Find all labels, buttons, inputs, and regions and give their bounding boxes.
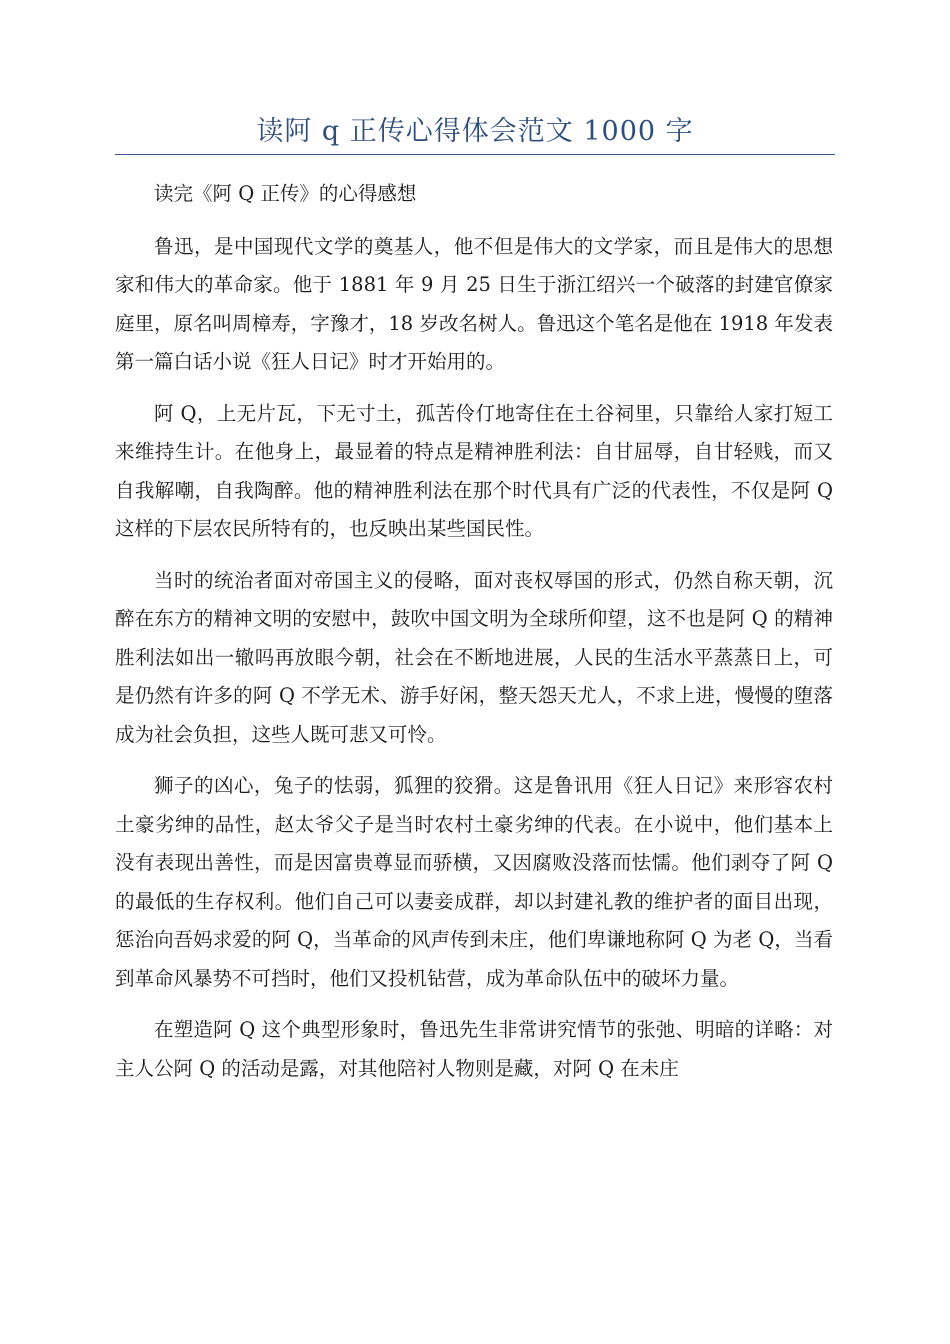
paragraph-5: 在塑造阿 Q 这个典型形象时，鲁迅先生非常讲究情节的张弛、明暗的详略：对主人公阿 Q 的活动是露，对其他陪衬人物则是藏，对阿 Q 在未庄	[115, 1018, 833, 1080]
paragraph-4: 狮子的凶心，兔子的怯弱，狐狸的狡猾。这是鲁讯用《狂人日记》来形容农村土豪劣绅的品性，赵太爷父子是当时农村土豪劣绅的代表。在小说中，他们基本上没有表现出善性，而是因富贵尊显而骄横，又因腐败没落而怯懦。他们剥夺了阿 Q 的最低的生存权利。他们自己可以妻妾成群，却以封建礼教的维护者的面目出现，惩治向吾妈求爱的阿 Q，当革命的风声传到未庄，他们卑谦地称阿 Q 为老 Q，当看到革命风暴势不可挡时，他们又投机钻营，成为革命队伍中的破坏力量。	[115, 774, 833, 990]
document-body	[115, 175, 833, 1101]
document-title: 读阿 q 正传心得体会范文 1000 字	[256, 116, 694, 147]
title-underline	[115, 154, 835, 155]
subtitle-paragraph: 读完《阿 Q 正传》的心得感想	[154, 182, 417, 205]
paragraph-2: 阿 Q，上无片瓦，下无寸土，孤苦伶仃地寄住在土谷祠里，只靠给人家打短工来维持生计。在他身上，最显着的特点是精神胜利法：自甘屈辱，自甘轻贱，而又自我解嘲，自我陶醉。他的精神胜利法在那个时代具有广泛的代表性，不仅是阿 Q 这样的下层农民所特有的，也反映出某些国民性。	[115, 401, 833, 540]
paragraph-3: 当时的统治者面对帝国主义的侵略，面对丧权辱国的形式，仍然自称天朝，沉醉在东方的精神文明的安慰中，鼓吹中国文明为全球所仰望，这不也是阿 Q 的精神胜利法如出一辙吗再放眼今朝，社会在不断地进展，人民的生活水平蒸蒸日上，可是仍然有许多的阿 Q 不学无术、游手好闲，整天怨天尤人，不求上进，慢慢的堕落成为社会负担，这些人既可悲又可怜。	[115, 568, 833, 746]
paragraph-1: 鲁迅，是中国现代文学的奠基人，他不但是伟大的文学家，而且是伟大的思想家和伟大的革命家。他于 1881 年 9 月 25 日生于浙江绍兴一个破落的封建官僚家庭里，原名叫周樟寿，字豫才，18 岁改名树人。鲁迅这个笔名是他在 1918 年发表第一篇白话小说《狂人日记》时才开始用的。	[115, 234, 833, 373]
